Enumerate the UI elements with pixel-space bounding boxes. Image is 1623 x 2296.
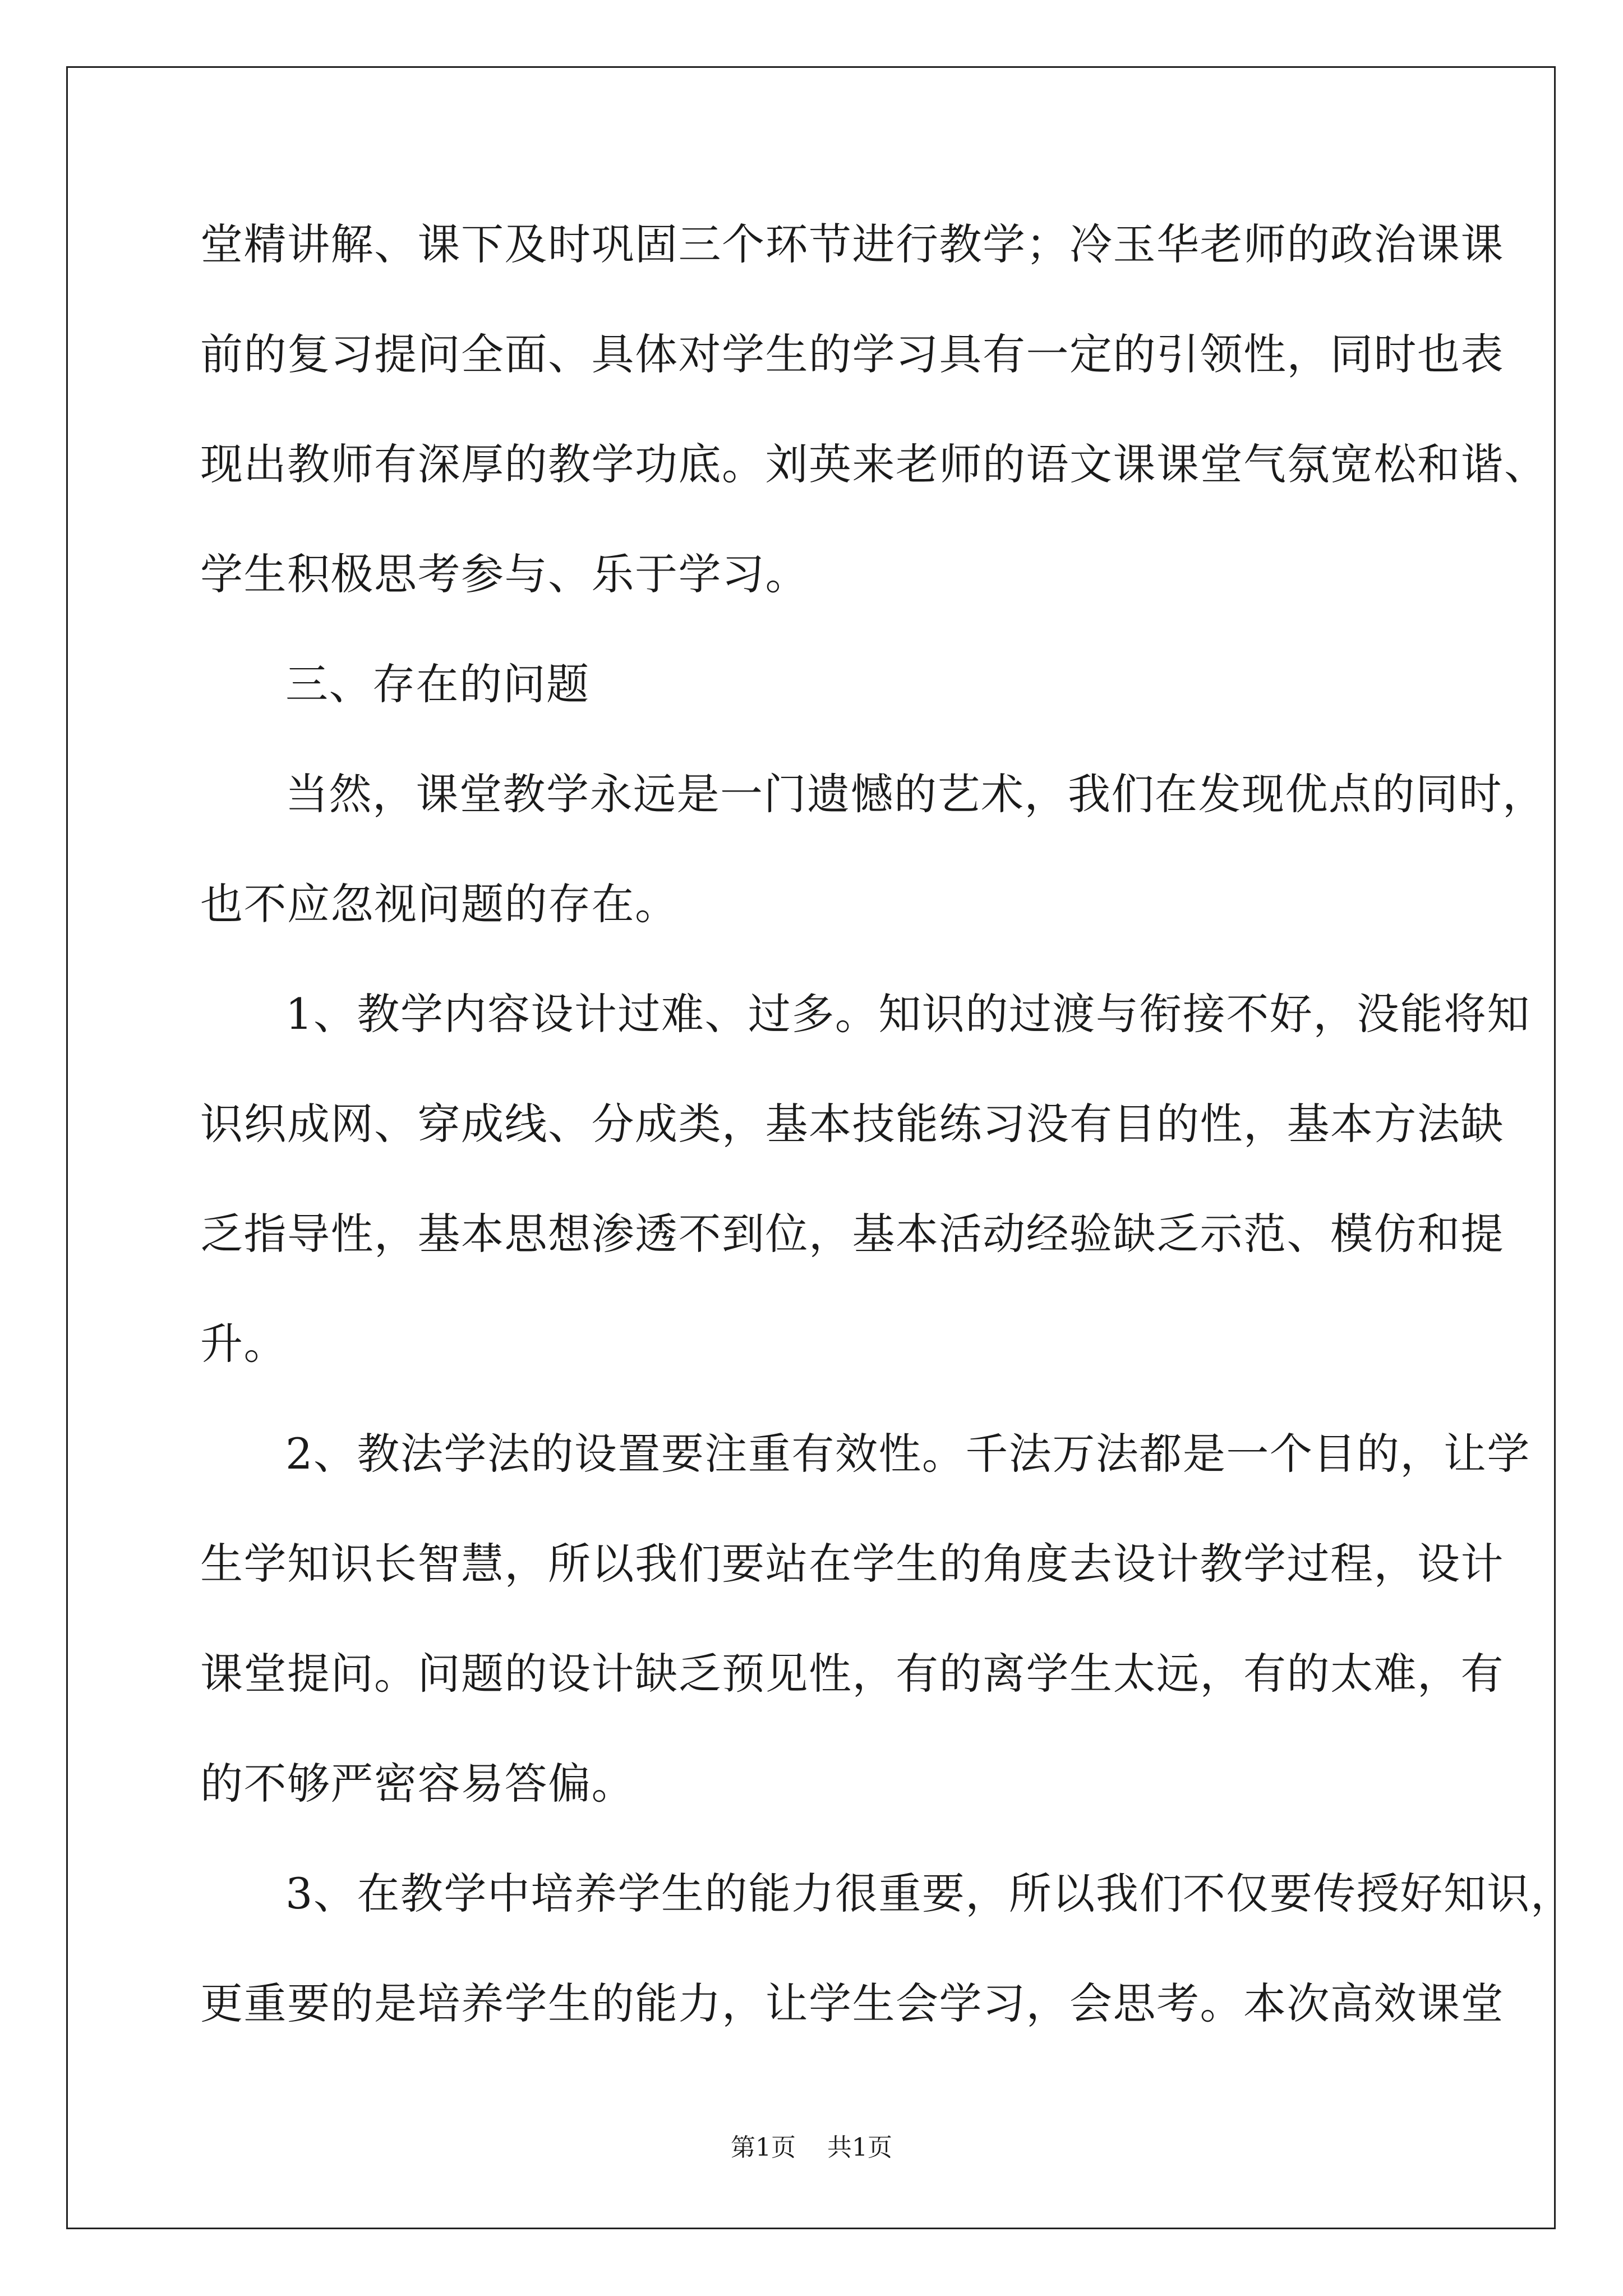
text-line: 1、教学内容设计过难、过多。知识的过渡与衔接不好，没能将知 (285, 989, 1530, 1039)
text-line: 课堂提问。问题的设计缺乏预见性，有的离学生太远，有的太难，有 (200, 1649, 1504, 1699)
text-line: 学生积极思考参与、乐于学习。 (200, 549, 809, 599)
text-line: 3、在教学中培养学生的能力很重要，所以我们不仅要传授好知识， (285, 1869, 1574, 1918)
section-heading: 三、存在的问题 (285, 659, 590, 709)
text-line: 也不应忽视问题的存在。 (200, 879, 679, 929)
text-line: 前的复习提问全面、具体对学生的学习具有一定的引领性，同时也表 (200, 329, 1504, 379)
text-line: 升。 (200, 1319, 287, 1369)
text-line: 识织成网、穿成线、分成类，基本技能练习没有目的性，基本方法缺 (200, 1099, 1504, 1149)
text-line: 当然，课堂教学永远是一门遗憾的艺术，我们在发现优点的同时， (285, 769, 1546, 819)
page-footer (0, 2127, 1623, 2163)
text-line: 现出教师有深厚的教学功底。刘英来老师的语文课课堂气氛宽松和谐、 (200, 439, 1548, 489)
page-total: 共1页 (827, 2133, 892, 2162)
page-number: 第1页 (731, 2133, 796, 2162)
document-body (200, 190, 1574, 2059)
text-line: 的不够严密容易答偏。 (200, 1759, 635, 1809)
text-line: 生学知识长智慧，所以我们要站在学生的角度去设计教学过程，设计 (200, 1539, 1504, 1589)
text-line: 堂精讲解、课下及时巩固三个环节进行教学；冷玉华老师的政治课课 (200, 219, 1504, 269)
text-line: 乏指导性，基本思想渗透不到位，基本活动经验缺乏示范、模仿和提 (200, 1209, 1504, 1259)
text-line: 2、教法学法的设置要注重有效性。千法万法都是一个目的，让学 (285, 1429, 1530, 1479)
text-line: 更重要的是培养学生的能力，让学生会学习，会思考。本次高效课堂 (200, 1978, 1504, 2028)
